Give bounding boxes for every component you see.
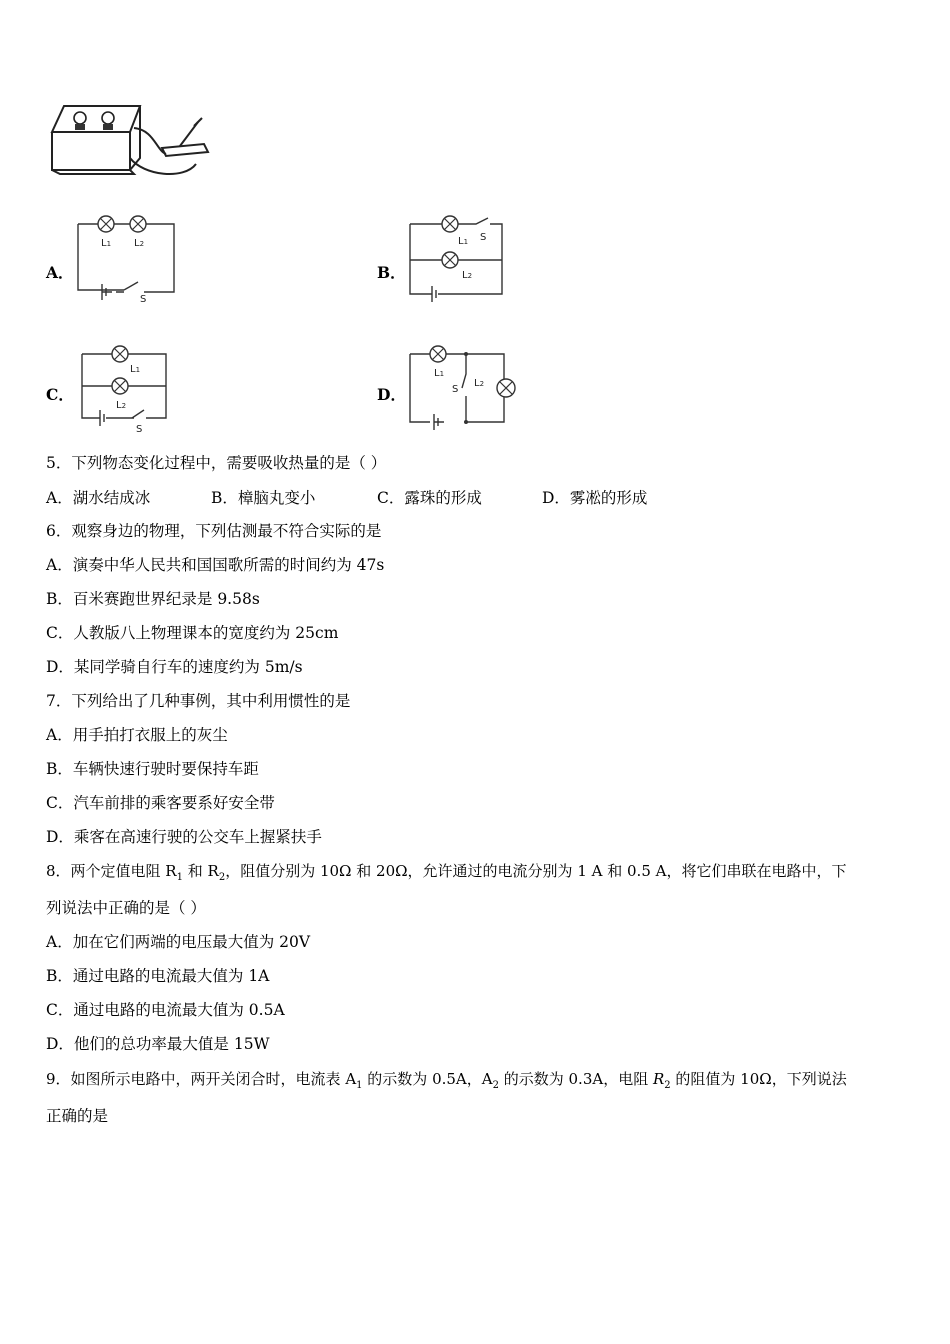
lamp-l1-icon	[430, 346, 446, 362]
q7-option-a[interactable]: A．用手拍打衣服上的灰尘	[46, 726, 228, 744]
q8-stem-line2: 列说法中正确的是（ ）	[46, 899, 206, 917]
svg-text:L2: L2	[462, 270, 473, 281]
svg-text:L1: L1	[434, 368, 445, 379]
q9-stem-line1: 9．如图所示电路中，两开关闭合时，电流表 $A_1$ 的示数为 0.5A，$A_2$ 的示数为 0.3A，电阻 $R_2$ 的阻值为 10Ω，下列说法	[46, 1070, 847, 1091]
q9-stem-line2: 正确的是	[46, 1107, 109, 1125]
option-b-label: B．	[377, 263, 406, 282]
q5-option-a[interactable]: A．湖水结成冰	[46, 489, 151, 507]
svg-text:L2: L2	[116, 400, 127, 411]
q7-option-b[interactable]: B．车辆快速行驶时要保持车距	[46, 760, 259, 778]
q5-options	[0, 486, 950, 508]
lamp-l1-icon	[112, 346, 128, 362]
q5-option-d[interactable]: D．雾凇的形成	[542, 489, 648, 507]
circuit-diagram-c	[76, 342, 176, 434]
lamp-l2-icon	[112, 378, 128, 394]
q8-option-c[interactable]: C．通过电路的电流最大值为 0.5A	[46, 1001, 285, 1019]
svg-text:S: S	[140, 294, 147, 302]
circuit-diagram-a	[72, 210, 182, 302]
option-d-label: D．	[377, 385, 406, 404]
q7-stem: 7．下列给出了几种事例，其中利用惯性的是	[46, 692, 351, 710]
q7-option-d[interactable]: D．乘客在高速行驶的公交车上握紧扶手	[46, 828, 322, 846]
q6-option-b[interactable]: B．百米赛跑世界纪录是 9.58s	[46, 590, 260, 608]
svg-text:S: S	[452, 384, 459, 395]
circuit-diagram-d	[404, 342, 526, 434]
bulb-right-icon	[102, 112, 114, 130]
board-bulbs-switch-illustration	[44, 98, 216, 184]
q5-stem: 5．下列物态变化过程中，需要吸收热量的是（ ）	[46, 454, 387, 472]
q8-option-d[interactable]: D．他们的总功率最大值是 15W	[46, 1035, 270, 1053]
lamp-l1-icon	[98, 216, 114, 232]
q6-option-c[interactable]: C．人教版八上物理课本的宽度约为 25cm	[46, 624, 339, 642]
svg-text:L2: L2	[134, 238, 145, 249]
lamp-l2-icon	[130, 216, 146, 232]
svg-text:L1: L1	[130, 364, 141, 375]
lamp-l2-icon	[442, 252, 458, 268]
option-a-label: A．	[46, 263, 74, 282]
svg-text:S: S	[136, 424, 143, 434]
q6-option-a[interactable]: A．演奏中华人民共和国国歌所需的时间约为 47s	[46, 556, 385, 574]
svg-text:L2: L2	[474, 378, 485, 389]
q5-option-b[interactable]: B．樟脑丸变小	[211, 489, 316, 507]
q5-option-c[interactable]: C．露珠的形成	[377, 489, 482, 507]
q6-stem: 6．观察身边的物理，下列估测最不符合实际的是	[46, 522, 382, 540]
lamp-l1-icon	[442, 216, 458, 232]
svg-text:L1: L1	[101, 238, 112, 249]
q8-option-b[interactable]: B．通过电路的电流最大值为 1A	[46, 967, 270, 985]
option-c-label: C．	[46, 385, 74, 404]
svg-text:S: S	[480, 232, 487, 243]
circuit-diagram-b	[404, 212, 508, 304]
q8-option-a[interactable]: A．加在它们两端的电压最大值为 20V	[46, 933, 311, 951]
q8-stem-line1: 8．两个定值电阻 $R_1$ 和 $R_2$，阻值分别为 10Ω 和 20Ω，允许通过的电流分别为 1 A 和 0.5 A，将它们串联在电路中，下	[46, 862, 847, 883]
q6-option-d[interactable]: D．某同学骑自行车的速度约为 5m/s	[46, 658, 303, 676]
bulb-left-icon	[74, 112, 86, 130]
svg-text:L1: L1	[458, 236, 469, 247]
q7-option-c[interactable]: C．汽车前排的乘客要系好安全带	[46, 794, 275, 812]
lamp-l2-icon	[497, 379, 515, 397]
